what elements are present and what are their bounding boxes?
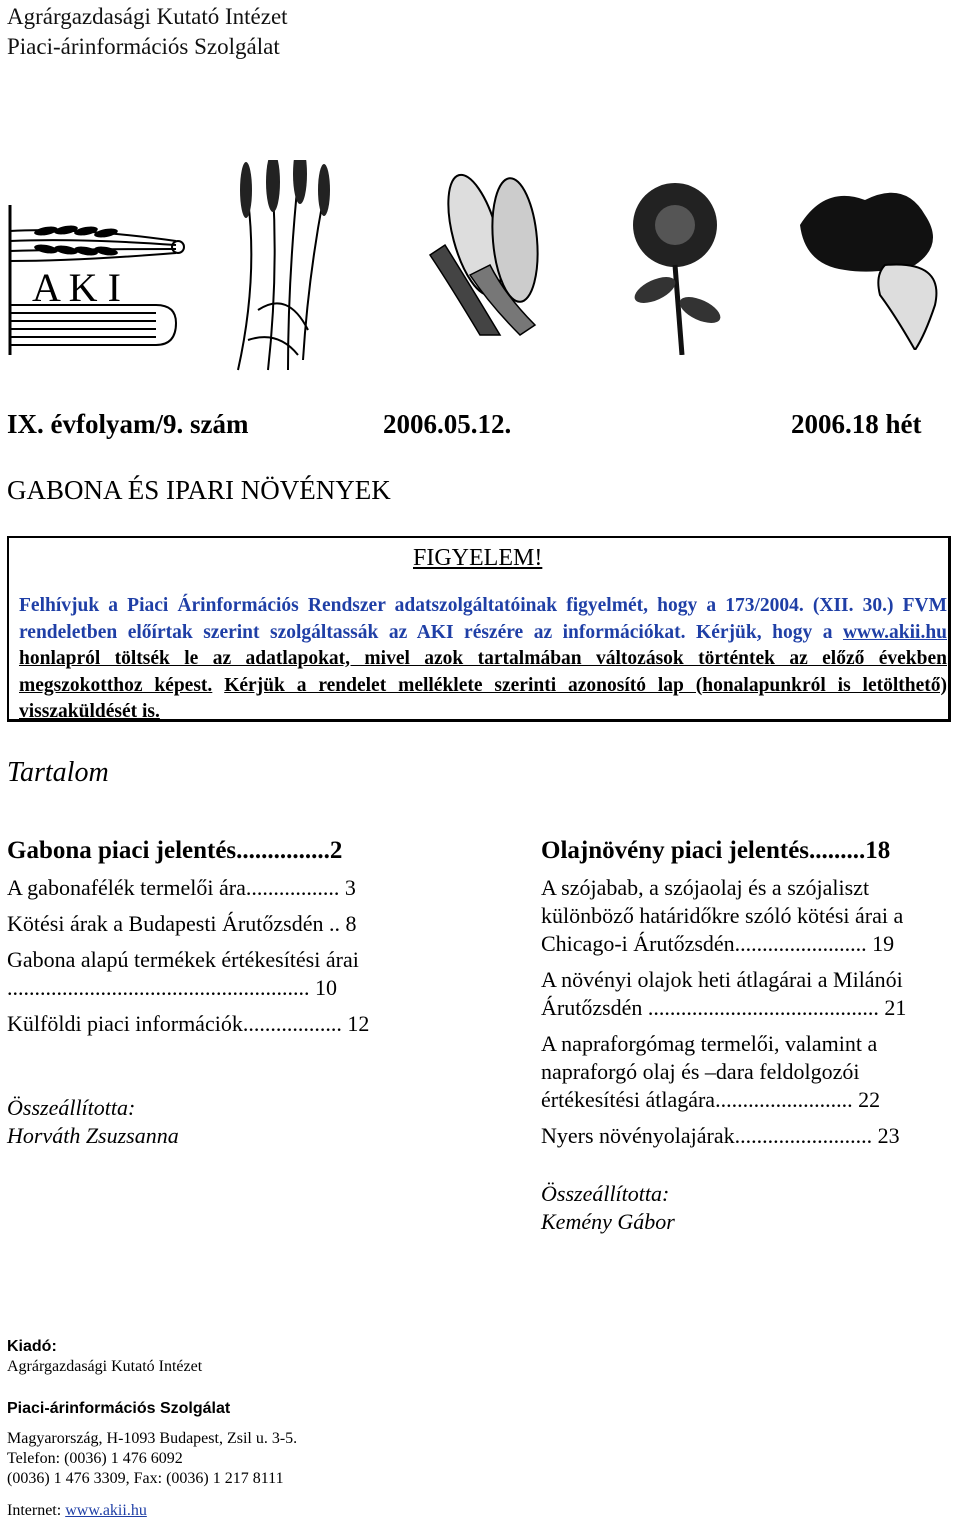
phone: Telefon: (0036) 1 476 6092 [7, 1450, 183, 1467]
logo-text: A K I [32, 265, 121, 310]
footer [7, 1337, 297, 1521]
publisher-name: Agrárgazdasági Kutató Intézet [7, 1358, 203, 1375]
notice-body [19, 593, 947, 726]
toc-item[interactable]: A növényi olajok heti átlagárai a Milánói Árutőzsdén .......................................... 21 [541, 967, 907, 1020]
institute-name: Agrárgazdasági Kutató Intézet [7, 4, 288, 29]
wheat-icon [228, 160, 338, 375]
notice-box [7, 536, 951, 722]
toc-item[interactable]: Gabona alapú termékek értékesítési árai ....................................................... 10 [7, 947, 359, 1000]
toc-left-column [7, 836, 422, 1150]
compiled-by: Horváth Zsuzsanna [7, 1123, 179, 1148]
notice-text-2: honlapról töltsék le az adatlapokat, mivel azok tartalmában változások történtek az előző években megszokotthoz képest. [19, 648, 947, 696]
sugar-beet-icon [795, 185, 945, 350]
internet-line [7, 1501, 297, 1521]
toc-item[interactable]: A napraforgómag termelői, valamint a napraforgó olaj és –dara feldolgozói értékesítési átlagára......................... 22 [541, 1031, 881, 1112]
address: Magyarország, H-1093 Budapest, Zsil u. 3-5. [7, 1430, 298, 1447]
phone-fax: (0036) 1 476 3309, Fax: (0036) 1 217 8111 [7, 1470, 284, 1487]
toc-right-column [541, 836, 957, 1236]
corn-icon [410, 165, 558, 340]
notice-text-1: Felhívjuk a Piaci Árinformációs Rendszer adatszolgáltatóinak figyelmét, hogy a 173/2004. (XII. 30.) FVM rendeletben előírtak szerint szolgáltassák az AKI részére az információkat. Kérjük, hogy a [19, 595, 947, 643]
service-name-footer: Piaci-árinformációs Szolgálat [7, 1400, 231, 1417]
compiled-label: Összeállította: [7, 1095, 136, 1120]
toc-heading-oilseed[interactable]: Olajnövény piaci jelentés.........18 [541, 837, 891, 864]
notice-text-3: Kérjük a rendelet melléklete szerinti azonosító lap (honalapunkról is letölthető) visszaküldését is. [19, 674, 948, 722]
publisher-label: Kiadó: [7, 1338, 57, 1355]
section-title: GABONA ÉS IPARI NÖVÉNYEK [7, 475, 391, 505]
issue-week: 2006.18 hét [791, 409, 922, 439]
sunflower-icon [610, 180, 740, 355]
toc-title: Tartalom [7, 757, 109, 788]
service-name: Piaci-árinformációs Szolgálat [7, 34, 280, 59]
notice-title: FIGYELEM! [413, 545, 543, 571]
issue-volume: IX. évfolyam/9. szám [7, 409, 249, 439]
toc-item[interactable]: Kötési árak a Budapesti Árutőzsdén .. 8 [7, 911, 357, 936]
toc-item[interactable]: Nyers növényolajárak......................... 23 [541, 1123, 900, 1148]
toc-item[interactable]: A szójabab, a szójaolaj és a szójaliszt különböző határidőkre szóló kötési árai a Chicago-i Árutőzsdén........................ 19 [541, 875, 904, 956]
footer-website-link[interactable]: www.akii.hu [65, 1502, 147, 1519]
toc-item[interactable]: A gabonafélék termelői ára................. 3 [7, 875, 356, 900]
internet-label: Internet: [7, 1502, 62, 1519]
toc-item[interactable]: Külföldi piaci információk.................. 12 [7, 1011, 370, 1036]
compiled-by: Kemény Gábor [541, 1209, 675, 1234]
toc-heading-grain[interactable]: Gabona piaci jelentés...............2 [7, 837, 343, 864]
compiled-label: Összeállította: [541, 1181, 670, 1206]
issue-date: 2006.05.12. [383, 409, 512, 439]
website-link[interactable]: www.akii.hu [842, 621, 948, 643]
